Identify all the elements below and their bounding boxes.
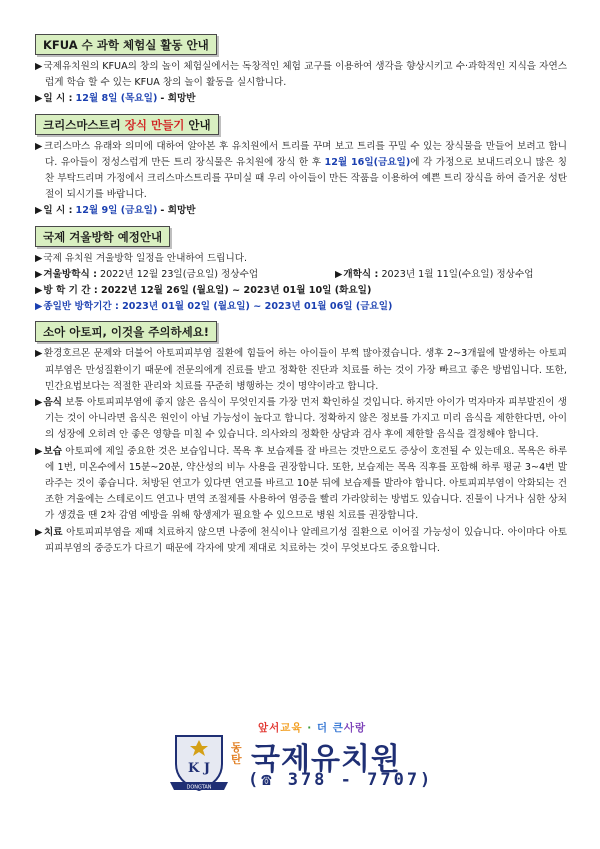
newsletter-page [35, 34, 567, 563]
section-paragraph: ▶음식 보통 아토피피부염에 좋지 않은 음식이 무엇인지를 가장 먼저 확인하실 것입니다. 하지만 아이가 먹자마자 피부발진이 생기는 것이 아니라면 음식은 원인이 아닐 가능성이 높다고 합니다. 정확하지 않은 정보를 가지고 미리 음식을 제한한다면, 아이의 성장에 오히려 안 좋은 영향을 미칠 수 있습니다. 의사와의 정확한 상담과 검사 후에 제한할 음식을 결정해야 합니다. [35, 397, 567, 441]
svg-text:K J: K J [188, 761, 210, 776]
section-paragraph: ▶크리스마스 유래와 의미에 대하여 알아본 후 유치원에서 트리를 꾸며 보고 트리를 꾸밀 수 있는 장식물을 만들어 보려고 합니다. 유아들이 정성스럽게 만든 트리 장식물은 유치원에 장식 한 후 12월 16일(금요일)에 각 가정으로 보내드리오니 많은 칭찬 부탁드리며 가정에서 크리스마스트리를 꾸미실 때 우리 아이들이 만든 작품을 이용하여 예쁜 트리 장식을 하여 즐거운 성탄절이 되시기를 바랍니다. [35, 140, 567, 201]
schedule-row: ▶일 시 : 12월 9일 (금요일) - 희망반 [35, 205, 196, 217]
location-label: 동 탄 [231, 741, 242, 766]
section-title: 국제 겨울방학 예정안내 [35, 226, 170, 247]
slogan: 앞서교육 · 더 큰사랑 [258, 722, 367, 734]
section-atopy [35, 321, 567, 557]
break-dates-row: ▶겨울방학식 : 2022년 12월 23일(금요일) 정상수업 ▶개학식 : 2023년 1월 11일(수요일) 정상수업 [35, 268, 534, 280]
section-winter-break [35, 226, 567, 316]
schedule-row: ▶일 시 : 12월 8일 (목요일) - 희망반 [35, 93, 196, 105]
section-title: 소아 아토피, 이것을 주의하세요! [35, 321, 217, 342]
section-title: KFUA 수 과학 체험실 활동 안내 [35, 34, 217, 55]
section-paragraph: ▶환경호르몬 문제와 더불어 아토피피부염 질환에 힘들어 하는 아이들이 부쩍 많아졌습니다. 생후 2~3개월에 발생하는 아토피피부염은 만성질환이기 때문에 전문의에게 진료를 받고 정확한 진단과 치료를 하는 것이 가장 빠르고 좋은 방법입니다. 또한, 민간요법보다는 적절한 관리와 치료를 꾸준히 병행하는 것이 명약이라고 합니다. [35, 348, 567, 392]
phone-number: (☎ 378 - 7707) [248, 770, 434, 790]
section-paragraph: ▶보습 아토피에 제일 중요한 것은 보습입니다. 목욕 후 보습제를 잘 바르는 것만으로도 증상이 호전될 수 있는데요. 목욕은 하루에 1번, 미온수에서 15분~20분, 약산성의 비누 사용을 권장합니다. 또한, 보습제는 목욕 직후를 포함해 하루 평균 3~4번 발라주는 것이 좋습니다. 처방된 연고가 있다면 연고를 바르고 10분 뒤에 보습제를 발라야 합니다. 아토피피부염이 악화되는 건조한 겨울에는 스테로이드 연고나 면역 조절제를 사용하여 염증을 빨리 가라앉히는 방법도 있습니다. 진물이 나거나 심한 상처가 생겼을 땐 2차 감염 예방을 위해 항생제가 필요할 수 있으므로 병원 치료를 권장합니다. [35, 445, 567, 522]
section-paragraph: ▶치료 아토피피부염을 제때 치료하지 않으면 나중에 천식이나 알레르기성 질환으로 이어질 가능성이 있습니다. 아이마다 아토피피부염의 중증도가 다르기 때문에 각자에 맞게 제대로 치료하는 것이 무엇보다도 중요합니다. [35, 526, 567, 554]
section-title: 크리스마스트리 장식 만들기 안내 [35, 114, 219, 135]
svg-text:DONGTAN: DONGTAN [186, 784, 212, 791]
break-period-row: ▶방 학 기 간 : 2022년 12월 26일 (월요일) ~ 2023년 01월 10일 (화요일) [35, 285, 372, 297]
section-kfua [35, 34, 567, 108]
kindergarten-name: 국제유치원 [251, 742, 401, 777]
kindergarten-logo [168, 720, 438, 800]
section-paragraph: ▶국제유치원의 KFUA의 창의 놀이 체험실에서는 독창적인 체험 교구를 이용하여 생각을 향상시키고 수·과학적인 지식을 자연스럽게 학습 할 수 있는 KFUA 창의 놀이 활동을 실시합니다. [35, 61, 567, 89]
allday-break-row: ▶종일반 방학기간 : 2023년 01월 02일 (월요일) ~ 2023년 01월 06일 (금요일) [35, 301, 393, 313]
emblem-icon [168, 730, 230, 796]
section-christmas [35, 114, 567, 220]
section-paragraph: ▶국제 유치원 겨울방학 일정을 안내하여 드립니다. [35, 252, 248, 264]
